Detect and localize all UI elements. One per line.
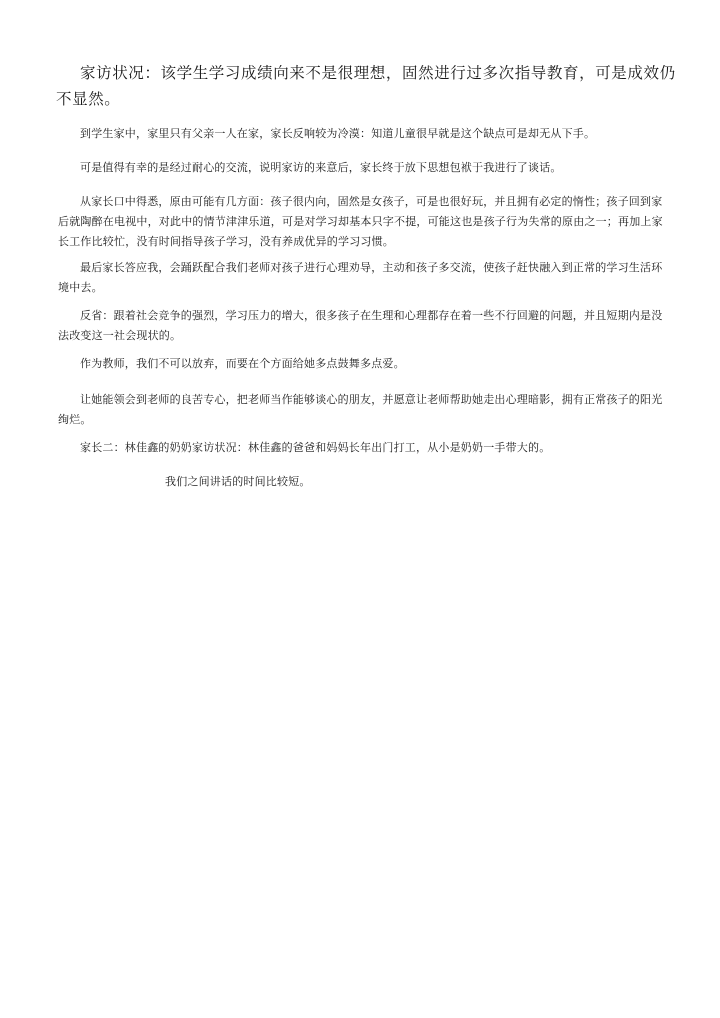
paragraph-trust: 让她能领会到老师的良苦专心，把老师当作能够谈心的朋友，并愿意让老师帮助她走出心理暗影，拥有正常孩子的阳光绚烂。 xyxy=(58,393,663,426)
paragraph-parent-promise: 最后家长答应我，会踊跃配合我们老师对孩子进行心理劝导，主动和孩子多交流，使孩子赶快融入到正常的学习生活环境中去。 xyxy=(58,261,663,294)
closing-line: 我们之间讲话的时间比较短。 xyxy=(165,475,311,488)
paragraph-father-at-home: 到学生家中，家里只有父亲一人在家，家长反响较为冷漠：知道儿童很早就是这个缺点可是却无从下手。 xyxy=(80,127,596,140)
paragraph-patient-communication: 可是值得有幸的是经过耐心的交流，说明家访的来意后，家长终于放下思想包袱于我进行了谈话。 xyxy=(80,161,562,174)
paragraph-teacher-role: 作为教师，我们不可以放弃，而要在个方面给她多点鼓舞多点爱。 xyxy=(80,357,405,370)
paragraph-reflection: 反省：跟着社会竞争的强烈，学习压力的增大，很多孩子在生理和心理都存在着一些不行回避的问题，并且短期内是没法改变这一社会现状的。 xyxy=(58,309,663,342)
lead-paragraph: 家访状况：该学生学习成绩向来不是很理想，固然进行过多次指导教育，可是成效仍不显然。 xyxy=(56,64,676,108)
paragraph-reasons: 从家长口中得悉，原由可能有几方面：孩子很内向，固然是女孩子，可是也很好玩，并且拥有必定的惰性；孩子回到家后就陶醉在电视中，对此中的情节津津乐道，可是对学习却基本只字不提，可能这也是孩子行为失常的原由之一；再加上家长工作比较忙，没有时间指导孩子学习，没有养成优异的学习习惯。 xyxy=(58,195,663,248)
paragraph-parent-two: 家长二：林佳鑫的奶奶家访状况：林佳鑫的爸爸和妈妈长年出门打工，从小是奶奶一手带大的。 xyxy=(80,441,551,454)
